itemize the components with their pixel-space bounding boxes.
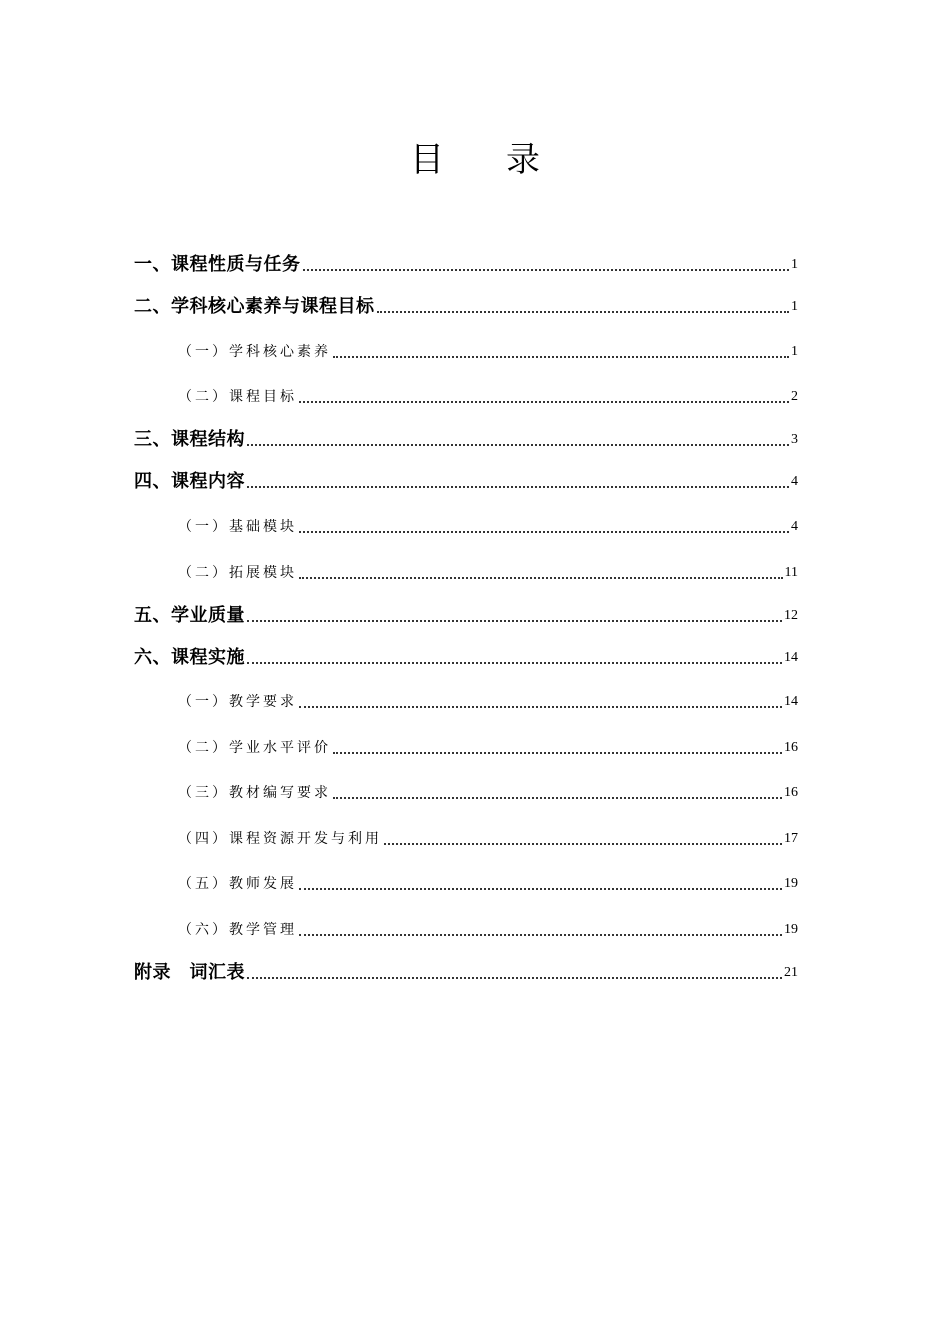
dot-leader (247, 977, 782, 979)
toc-entry-page: 14 (784, 694, 798, 709)
toc-entry-label: 一、课程性质与任务 (134, 254, 301, 275)
toc-entry-label: （一）学科核心素养 (178, 344, 331, 360)
toc-entry-page: 19 (784, 876, 798, 891)
toc-entry-label: （一）教学要求 (178, 694, 297, 710)
dot-leader (299, 934, 782, 936)
toc-entry-label: （一）基础模块 (178, 519, 297, 535)
toc-entry-page: 4 (791, 519, 798, 534)
dot-leader (333, 797, 782, 799)
dot-leader (247, 486, 789, 488)
dot-leader (384, 843, 782, 845)
toc-entry-page: 12 (784, 608, 798, 623)
toc-entry[interactable] (178, 822, 798, 852)
toc-entry-page: 11 (784, 565, 798, 580)
toc-entry[interactable] (134, 465, 798, 495)
toc-entry-label: 二、学科核心素养与课程目标 (134, 296, 375, 317)
toc-entry[interactable] (178, 556, 798, 586)
toc-entry[interactable] (134, 423, 798, 453)
toc-entry[interactable] (178, 510, 798, 540)
toc-entry-label: （四）课程资源开发与利用 (178, 831, 382, 847)
page-title (0, 135, 950, 185)
dot-leader (247, 662, 782, 664)
toc-entry[interactable] (178, 335, 798, 365)
toc-entry-page: 4 (791, 474, 798, 489)
toc-entry-page: 14 (784, 650, 798, 665)
dot-leader (299, 577, 783, 579)
dot-leader (377, 311, 790, 313)
dot-leader (303, 269, 790, 271)
toc-entry-page: 16 (784, 740, 798, 755)
toc-entry-label: （六）教学管理 (178, 922, 297, 938)
toc-entry[interactable] (134, 290, 798, 320)
dot-leader (247, 620, 782, 622)
toc-entry-page: 21 (784, 965, 798, 980)
toc-entry-label: 附录 词汇表 (134, 962, 245, 983)
toc-entry-label: 四、课程内容 (134, 471, 245, 492)
toc-entry[interactable] (178, 867, 798, 897)
toc-entry[interactable] (178, 380, 798, 410)
toc-entry[interactable] (178, 731, 798, 761)
toc-entry[interactable] (134, 641, 798, 671)
dot-leader (299, 706, 782, 708)
toc-entry-page: 1 (791, 257, 798, 272)
toc-entry[interactable] (134, 956, 798, 986)
toc-entry-label: 六、课程实施 (134, 647, 245, 668)
dot-leader (333, 752, 782, 754)
dot-leader (333, 356, 789, 358)
toc-entry-page: 3 (791, 432, 798, 447)
toc-entry-page: 1 (791, 344, 798, 359)
dot-leader (299, 401, 789, 403)
toc-entry-label: （五）教师发展 (178, 876, 297, 892)
toc-entry[interactable] (178, 913, 798, 943)
toc-entry[interactable] (178, 776, 798, 806)
toc-entry-page: 1 (791, 299, 798, 314)
toc-entry-label: 五、学业质量 (134, 605, 245, 626)
toc-entry-page: 16 (784, 785, 798, 800)
toc-entry[interactable] (134, 248, 798, 278)
toc-entry-label: （二）课程目标 (178, 389, 297, 405)
toc-entry-page: 17 (784, 831, 798, 846)
page-title-char: 目 (410, 139, 506, 180)
dot-leader (247, 444, 789, 446)
toc-entry[interactable] (134, 599, 798, 629)
page-title-char: 录 (506, 139, 602, 180)
toc-entry-page: 19 (784, 922, 798, 937)
toc-entry-label: （三）教材编写要求 (178, 785, 331, 801)
dot-leader (299, 888, 782, 890)
toc-entry-label: （二）拓展模块 (178, 565, 297, 581)
toc-entry-page: 2 (791, 389, 798, 404)
toc-entry-label: 三、课程结构 (134, 429, 245, 450)
toc-entry[interactable] (178, 685, 798, 715)
dot-leader (299, 531, 789, 533)
toc-entry-label: （二）学业水平评价 (178, 740, 331, 756)
